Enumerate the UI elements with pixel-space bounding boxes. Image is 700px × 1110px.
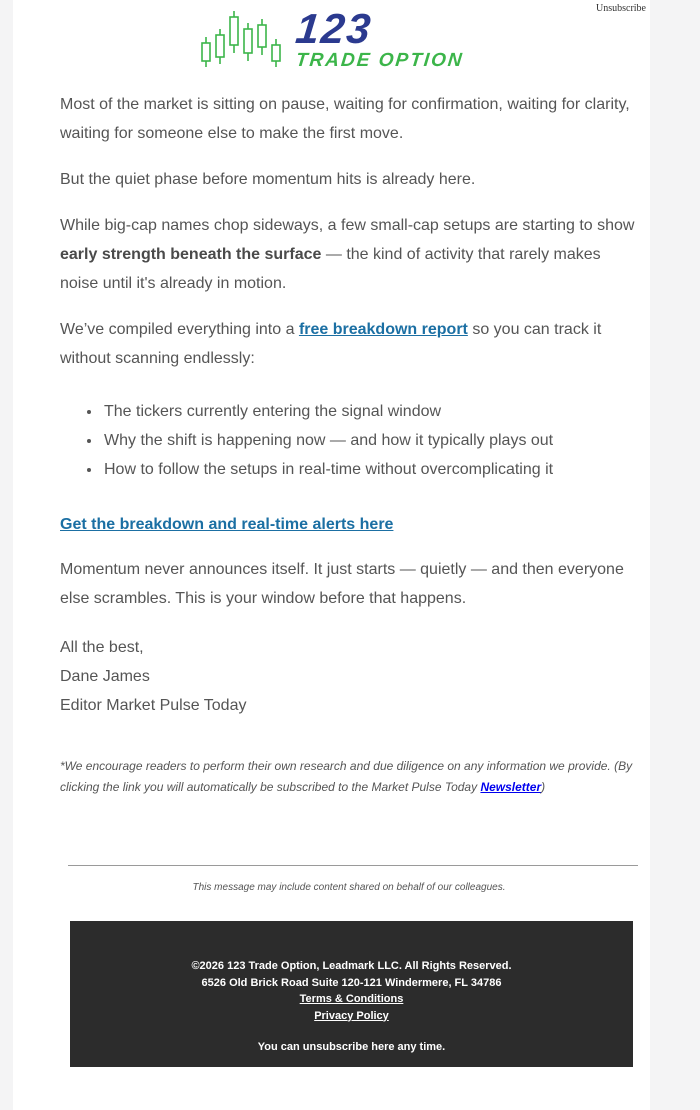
- footer-address: 6526 Old Brick Road Suite 120-121 Windermere, FL 34786: [201, 976, 502, 989]
- list-item: • The tickers currently entering the signal window: [102, 397, 638, 426]
- paragraph-intro: Most of the market is sitting on pause, waiting for confirmation, waiting for clarity, waiting for someone else to make the first move.: [60, 96, 630, 142]
- paragraph-report: [60, 315, 638, 373]
- paragraph-smallcap: [60, 211, 638, 298]
- signoff-closing: All the best,: [60, 639, 144, 656]
- paragraph-report-pre: We’ve compiled everything into a: [60, 321, 299, 338]
- logo-name: TRADE OPTION: [294, 50, 465, 71]
- terms-link[interactable]: Terms & Conditions: [299, 993, 404, 1005]
- signoff-title: Editor Market Pulse Today: [60, 697, 247, 714]
- disclaimer-text: [60, 756, 638, 798]
- paragraph-report-post: so you can track it without scanning endlessly:: [60, 321, 602, 367]
- privacy-policy-link[interactable]: Privacy Policy: [314, 1009, 389, 1022]
- email-content: [60, 90, 638, 1067]
- brand-logo-text: [293, 5, 465, 71]
- signoff-name: Dane James: [60, 668, 150, 685]
- divider: [68, 865, 638, 866]
- cta-line: [60, 510, 638, 539]
- candlestick-chart-icon: [200, 9, 288, 74]
- footer-copyright: ©2026 123 Trade Option, Leadmark LLC. All Rights Reserved.: [191, 960, 512, 972]
- colleagues-note: This message may include content shared on behalf of our colleagues.: [192, 882, 506, 893]
- disclaimer-pre: *We encourage readers to perform their own research and due diligence on any information we provide. (By clicking the link you will automatically be subscribed to the Market Pulse Today: [60, 759, 633, 794]
- paragraph-quiet-phase: But the quiet phase before momentum hits is already here.: [60, 171, 476, 188]
- list-item: • How to follow the setups in real-time without overcomplicating it: [102, 455, 638, 484]
- unsubscribe-link-top[interactable]: Unsubscribe: [596, 3, 646, 14]
- logo-number: 123: [293, 5, 375, 52]
- email-body-container: [13, 0, 650, 1110]
- list-item: • Why the shift is happening now — and how it typically plays out: [102, 426, 638, 455]
- brand-logo: [13, 0, 650, 70]
- disclaimer-post: ): [541, 780, 546, 794]
- signoff-block: [60, 633, 638, 720]
- paragraph-smallcap-pre: While big-cap names chop sideways, a few small-cap setups are starting to show: [60, 217, 635, 234]
- footer-unsubscribe-note: You can unsubscribe here any time.: [257, 1041, 446, 1053]
- newsletter-link[interactable]: Newsletter: [480, 780, 542, 794]
- paragraph-momentum: Momentum never announces itself. It just starts — quietly — and then everyone else scrambles. This is your window before that happens.: [60, 561, 624, 607]
- bold-early-strength: early strength beneath the surface: [60, 246, 322, 263]
- free-breakdown-report-link[interactable]: free breakdown report: [298, 321, 468, 338]
- get-breakdown-cta-link[interactable]: Get the breakdown and real-time alerts here: [60, 516, 394, 533]
- benefits-list: [60, 397, 638, 484]
- paragraph-smallcap-post: — the kind of activity that rarely makes noise until it's already in motion.: [60, 246, 601, 292]
- footer-box: [70, 921, 633, 1067]
